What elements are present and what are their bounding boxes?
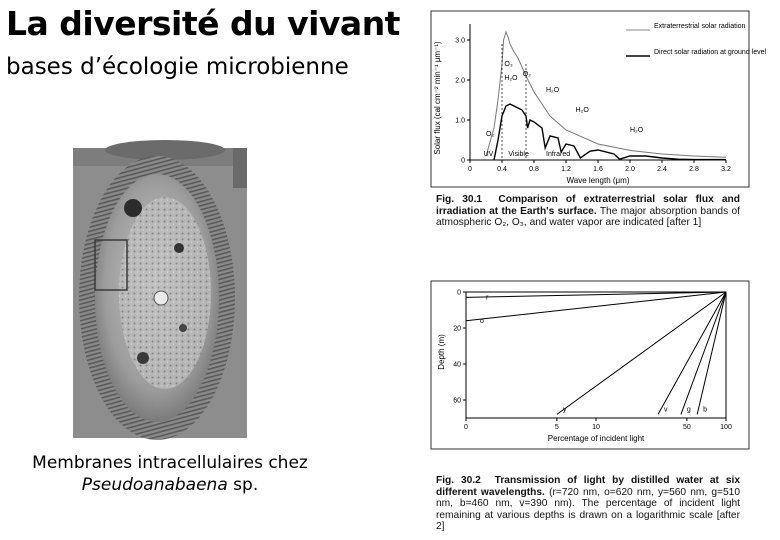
x-tick-label: 5 [554, 424, 559, 431]
species-suffix: sp. [227, 475, 259, 495]
solar-flux-chart [430, 10, 767, 188]
x-tick-label: 0 [468, 166, 472, 173]
band-annotation: O₃ [504, 61, 513, 68]
slide-subtitle: bases d’écologie microbienne [6, 54, 349, 80]
electron-micrograph [73, 148, 247, 438]
fig2-caption-bold: Transmission of light by distilled water at six different wavelengths. [436, 475, 740, 498]
x-axis-label: Percentage of incident light [547, 434, 645, 443]
series-label-r: r [486, 294, 489, 302]
x-tick-label: 2.0 [625, 166, 635, 173]
light-transmission-chart [430, 280, 750, 450]
series-label-g: g [686, 406, 691, 414]
y-tick-label: 20 [453, 325, 461, 333]
micrograph-caption-line1: Membranes intracellulaires chez [32, 453, 308, 473]
series-label-o: o [480, 317, 484, 325]
y-axis-label: Depth (m) [437, 334, 446, 370]
band-annotation: Infrared [546, 151, 571, 158]
x-tick-label: 1.2 [561, 166, 571, 173]
x-axis-label: Wave length (μm) [566, 176, 630, 185]
y-axis-label: Solar flux (cal cm⁻² min⁻¹ μm⁻¹) [433, 41, 442, 155]
micrograph-caption-line2 [20, 474, 320, 496]
species-name: Pseudoanabaena [81, 475, 228, 495]
band-annotation: Visible [508, 151, 529, 158]
band-annotation: H₂O [575, 107, 589, 114]
x-tick-label: 3.2 [721, 166, 731, 173]
fig1-caption-bold: Comparison of extraterrestrial solar flux and irradiation at the Earth's surface. [436, 194, 741, 217]
x-tick-label: 1.6 [593, 166, 603, 173]
series-label-y: y [562, 406, 567, 414]
y-tick-label: 0 [457, 289, 461, 297]
x-tick-label: 0.4 [497, 166, 507, 173]
series-label-v: v [664, 406, 668, 414]
y-tick-label: 0 [461, 157, 465, 165]
y-tick-label: 3.0 [455, 37, 465, 45]
x-tick-label: 100 [720, 424, 732, 431]
legend-extraterrestrial: Extraterrestrial solar radiation [654, 23, 746, 30]
figure1-caption [436, 194, 740, 229]
x-tick-label: 0.8 [529, 166, 539, 173]
band-annotation: H₂O [630, 127, 644, 134]
fig2-label: Fig. 30.2 [436, 475, 481, 486]
slide-title: La diversité du vivant [6, 4, 400, 43]
legend-ground: Direct solar radiation at ground level [654, 49, 767, 56]
band-annotation: H₂O [546, 87, 560, 94]
band-annotation: O₂ [522, 71, 531, 78]
band-annotation: O₂ [486, 131, 495, 138]
band-annotation: UV [483, 151, 494, 158]
y-tick-label: 1.0 [455, 117, 465, 125]
y-tick-label: 60 [453, 397, 461, 405]
fig1-caption-rest: The major absorption bands of atmospheric O₂, O₃, and water vapor are indicated [after 1] [436, 205, 740, 229]
series-label-b: b [703, 406, 708, 414]
y-tick-label: 2.0 [455, 77, 465, 85]
x-tick-label: 0 [464, 424, 468, 431]
y-tick-label: 40 [453, 361, 461, 369]
fig1-label: Fig. 30.1 [436, 194, 483, 205]
fig2-caption-rest: (r=720 nm, o=620 nm, y=560 nm, g=510 nm, b=460 nm, v=390 nm). The percentage of incident light remaining at various depths is drawn on a logarithmic scale [after 2] [436, 486, 740, 533]
band-annotation: H₂O [504, 75, 518, 82]
x-tick-label: 2.8 [689, 166, 699, 173]
figure2-caption [436, 475, 740, 533]
x-tick-label: 2.4 [657, 166, 667, 173]
micrograph-caption [20, 452, 320, 496]
x-tick-label: 50 [682, 424, 691, 431]
x-tick-label: 10 [592, 424, 600, 431]
